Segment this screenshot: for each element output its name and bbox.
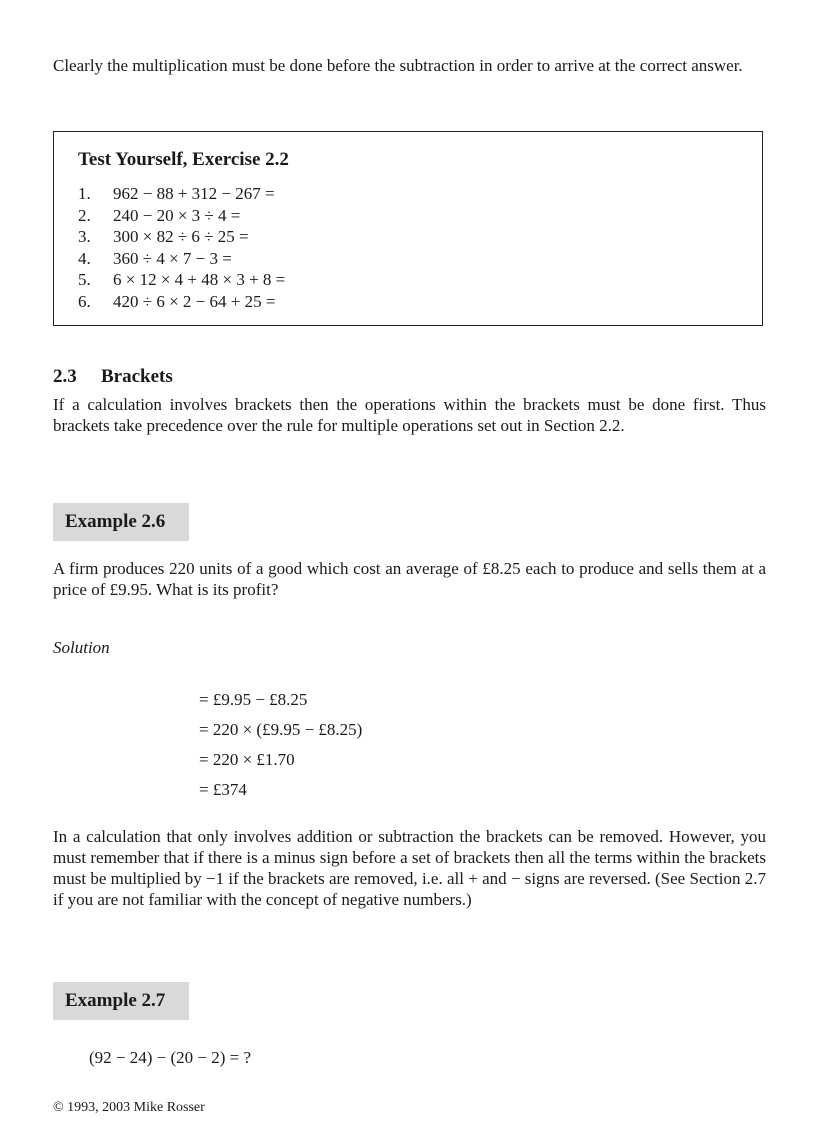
example-2-6-label: Example 2.6 — [53, 503, 189, 541]
exercise-list — [78, 183, 285, 312]
section-heading — [53, 366, 173, 387]
exercise-item: 3. 300 × 82 ÷ 6 ÷ 25 = — [78, 227, 249, 246]
exercise-item: 2. 240 − 20 × 3 ÷ 4 = — [78, 205, 241, 225]
exercise-title: Test Yourself, Exercise 2.2 — [78, 149, 289, 170]
copyright-footer: © 1993, 2003 Mike Rosser — [53, 1100, 205, 1115]
exercise-box — [53, 131, 763, 326]
exercise-item: 5. 6 × 12 × 4 + 48 × 3 + 8 = — [78, 270, 286, 289]
section-title: Brackets — [101, 366, 173, 387]
exercise-item: 6. 420 ÷ 6 × 2 − 64 + 25 = — [78, 291, 276, 311]
equation-rhs: = £374 — [199, 780, 247, 799]
section-paragraph: If a calculation involves brackets then the operations within the brackets must be done first. Thus brackets take precedence over the rule for multiple operations set out in Section 2.2. — [53, 395, 766, 435]
equation-rhs: = 220 × (£9.95 − £8.25) — [199, 720, 363, 739]
example-2-7-label: Example 2.7 — [53, 982, 189, 1020]
brackets-paragraph: In a calculation that only involves addition or subtraction the brackets can be removed. However, you must remember that if there is a minus sign before a set of brackets then all the terms within the brackets must be multiplied by −1 if the brackets are removed, i.e. all + and − signs are reversed. (See Section 2.7 if you are not familiar with the concept of negative numbers.) — [53, 827, 766, 909]
solution-label: Solution — [53, 638, 110, 657]
exercise-item: 4. 360 ÷ 4 × 7 − 3 = — [78, 248, 232, 268]
intro-paragraph: Clearly the multiplication must be done before the subtraction in order to arrive at the correct answer. — [53, 56, 743, 75]
example-2-7-expression: (92 − 24) − (20 − 2) = ? — [89, 1048, 252, 1067]
equation-rhs: = £9.95 − £8.25 — [199, 690, 308, 709]
equation-rhs: = 220 × £1.70 — [199, 750, 295, 769]
example-2-6-question: A firm produces 220 units of a good which cost an average of £8.25 each to produce and sells them at a price of £9.95. What is its profit? — [53, 559, 766, 599]
exercise-item: 1. 962 − 88 + 312 − 267 = — [78, 184, 275, 203]
section-number: 2.3 — [53, 366, 77, 387]
